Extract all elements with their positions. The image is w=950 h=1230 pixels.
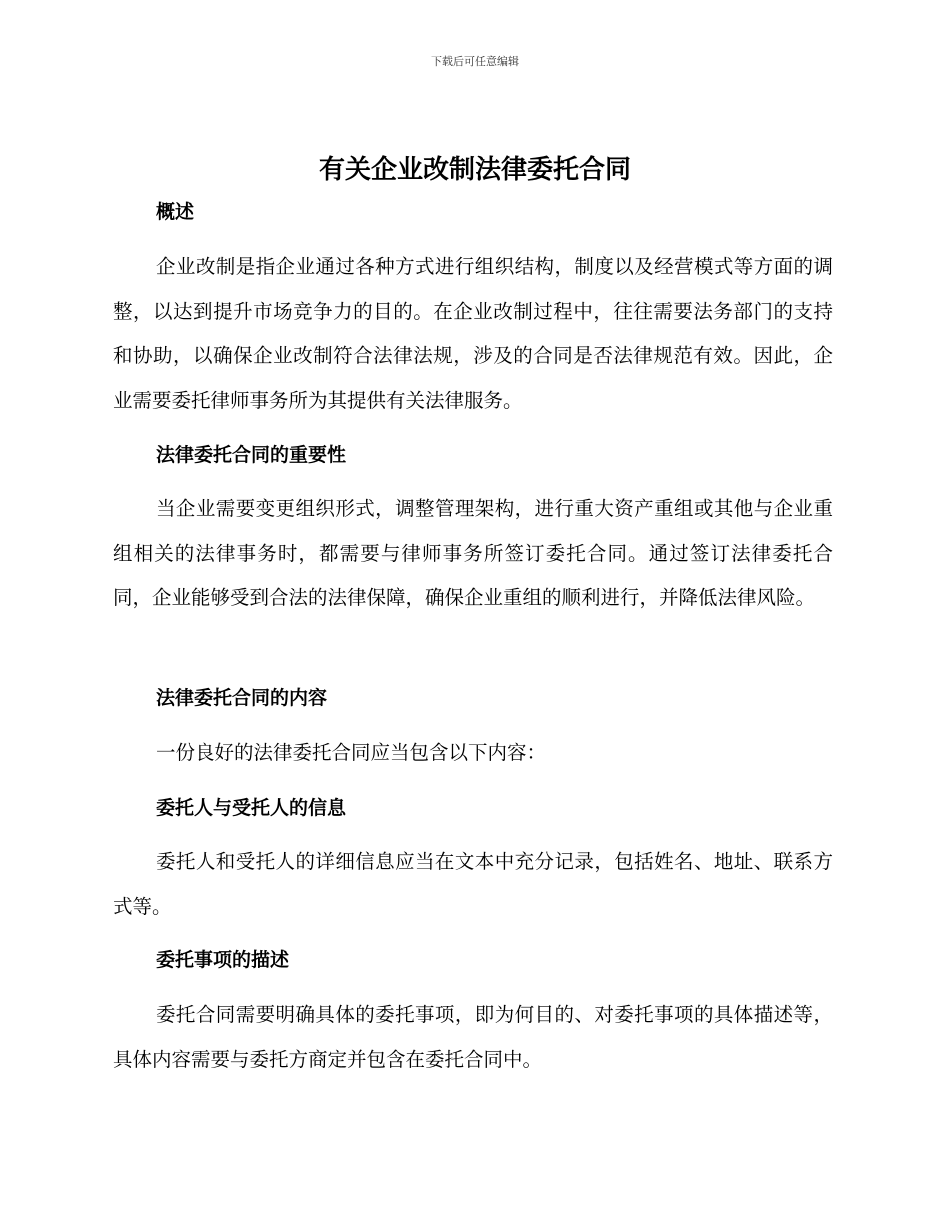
section-paragraph-matter-description: 委托合同需要明确具体的委托事项，即为何目的、对委托事项的具体描述等，具体内容需要与委托方商定并包含在委托合同中。 <box>113 1003 833 1071</box>
section-heading-matter-description: 委托事项的描述 <box>156 949 290 971</box>
section-heading-overview: 概述 <box>156 201 195 223</box>
section-heading-contents: 法律委托合同的内容 <box>156 687 328 709</box>
section-heading-party-info: 委托人与受托人的信息 <box>156 797 347 819</box>
section-paragraph-party-info: 委托人和受托人的详细信息应当在文本中充分记录，包括姓名、地址、联系方式等。 <box>113 850 833 918</box>
header-note: 下载后可任意编辑 <box>431 55 519 68</box>
section-heading-importance: 法律委托合同的重要性 <box>156 444 347 466</box>
section-paragraph-contents: 一份良好的法律委托合同应当包含以下内容： <box>156 741 547 764</box>
section-paragraph-importance: 当企业需要变更组织形式，调整管理架构，进行重大资产重组或其他与企业重组相关的法律事务时，都需要与律师事务所签订委托合同。通过签订法律委托合同，企业能够受到合法的法律保障，确保企业重组的顺利进行，并降低法律风险。 <box>113 497 833 609</box>
document-title: 有关企业改制法律委托合同 <box>318 155 631 185</box>
section-paragraph-overview: 企业改制是指企业通过各种方式进行组织结构，制度以及经营模式等方面的调整，以达到提升市场竞争力的目的。在企业改制过程中，往往需要法务部门的支持和协助，以确保企业改制符合法律法规，涉及的合同是否法律规范有效。因此，企业需要委托律师事务所为其提供有关法律服务。 <box>113 255 833 412</box>
